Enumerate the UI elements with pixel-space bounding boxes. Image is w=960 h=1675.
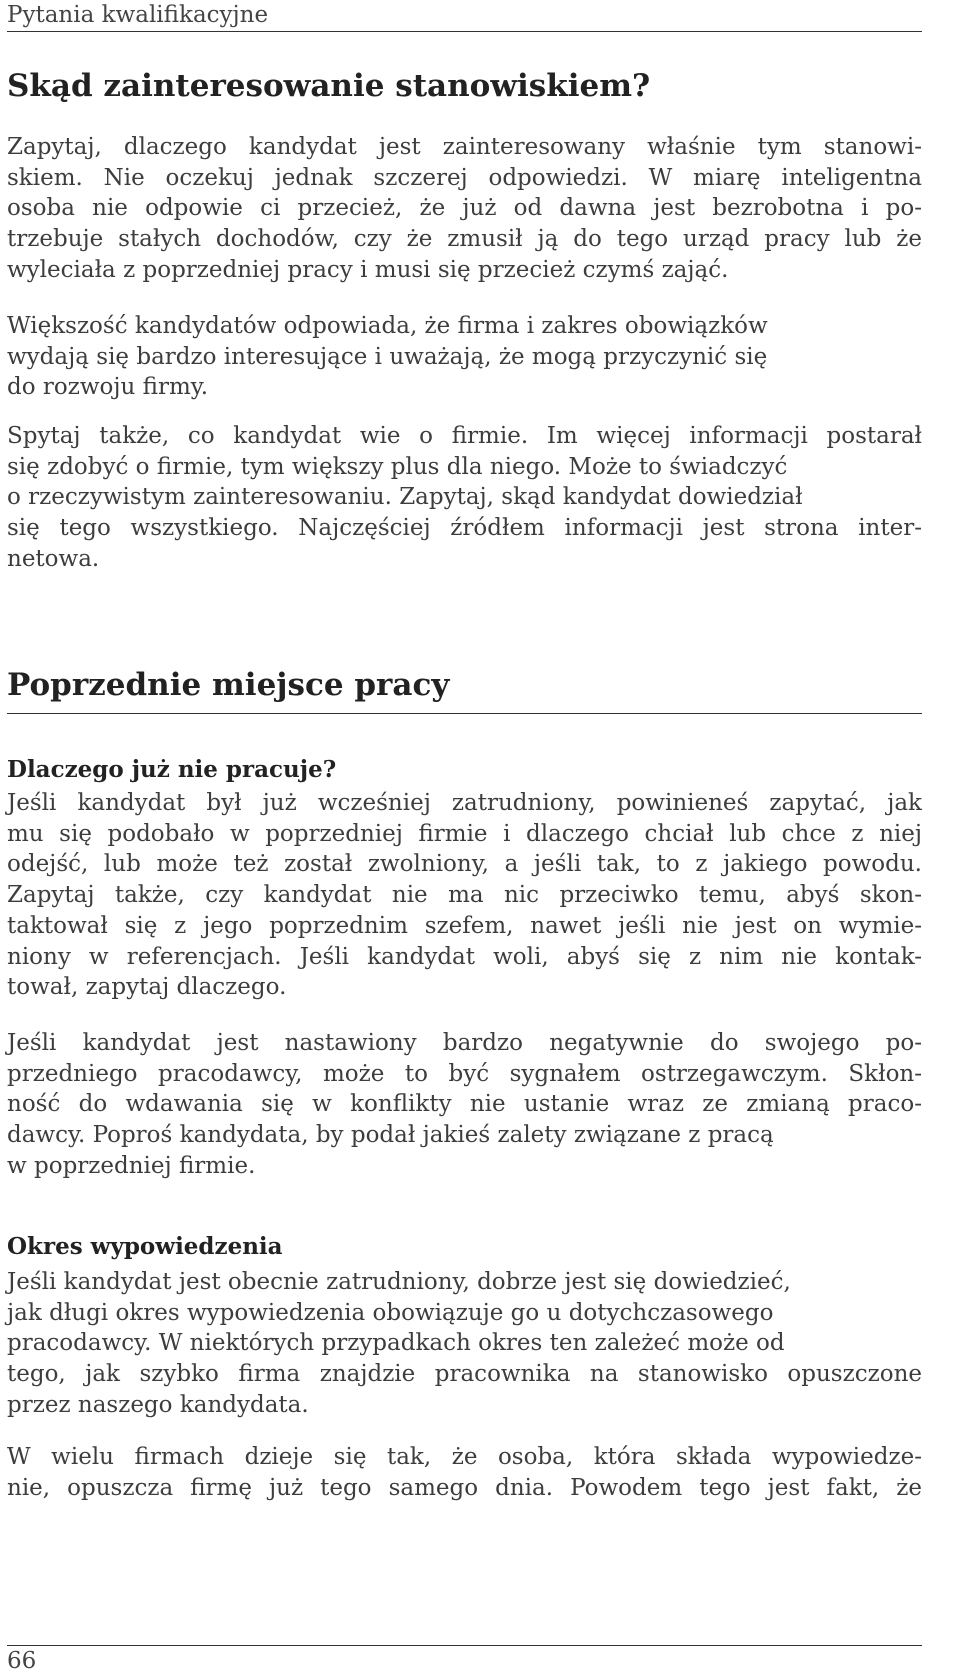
text-line: do rozwoju firmy. xyxy=(7,374,209,401)
text-line: się tego wszystkiego. Najczęściej źródłem informacji jest strona inter- xyxy=(7,515,922,542)
text-line: odejść, lub może też został zwolniony, a jeśli tak, to z jakiego powodu. xyxy=(7,851,922,878)
paragraph xyxy=(7,1267,922,1421)
paragraph xyxy=(7,132,922,286)
subsection-title: Okres wypowiedzenia xyxy=(7,1233,283,1260)
text-line: netowa. xyxy=(7,545,100,572)
text-line: Większość kandydatów odpowiada, że firma i zakres obowiązków xyxy=(7,313,768,339)
section-title: Poprzednie miejsce pracy xyxy=(7,667,450,703)
text-line: Jeśli kandydat jest obecnie zatrudniony, dobrze jest się dowiedzieć, xyxy=(7,1269,791,1295)
text-line: trzebuje stałych dochodów, czy że zmusił ją do tego urząd pracy lub że xyxy=(7,226,922,253)
text-line: mu się podobało w poprzedniej firmie i dlaczego chciał lub chce z niej xyxy=(7,820,922,847)
text-line: Jeśli kandydat był już wcześniej zatrudniony, powinieneś zapytać, jak xyxy=(7,790,922,816)
text-line: tego, jak szybko firma znajdzie pracownika na stanowisko opuszczone xyxy=(7,1361,922,1388)
text-line: o rzeczywistym zainteresowaniu. Zapytaj, skąd kandydat dowiedział xyxy=(7,484,803,511)
paragraph xyxy=(7,311,922,403)
text-line: nie, opuszcza firmę już tego samego dnia. Powodem tego jest fakt, że xyxy=(7,1474,922,1501)
running-head-rule xyxy=(7,31,922,32)
text-line: tował, zapytaj dlaczego. xyxy=(7,974,287,1001)
text-line: przez naszego kandydata. xyxy=(7,1391,309,1418)
text-line: dawcy. Poproś kandydata, by podał jakieś zalety związane z pracą xyxy=(7,1122,774,1149)
section-title: Skąd zainteresowanie stanowiskiem? xyxy=(7,68,651,104)
footer-rule xyxy=(7,1645,922,1646)
section-rule xyxy=(7,713,922,714)
running-head: Pytania kwalifikacyjne xyxy=(7,2,269,28)
text-line: W wielu firmach dzieje się tak, że osoba, która składa wypowiedze- xyxy=(7,1444,922,1470)
text-line: przedniego pracodawcy, może to być sygnałem ostrzegawczym. Skłon- xyxy=(7,1060,922,1087)
text-line: w poprzedniej firmie. xyxy=(7,1152,256,1179)
text-line: wydają się bardzo interesujące i uważają, że mogą przyczynić się xyxy=(7,343,768,370)
text-line: Jeśli kandydat jest nastawiony bardzo negatywnie do swojego po- xyxy=(7,1030,922,1056)
text-line: się zdobyć o firmie, tym większy plus dla niego. Może to świadczyć xyxy=(7,453,788,480)
text-line: osoba nie odpowie ci przecież, że już od dawna jest bezrobotna i po- xyxy=(7,195,922,222)
text-line: pracodawcy. W niektórych przypadkach okres ten zależeć może od xyxy=(7,1330,785,1357)
paragraph xyxy=(7,1028,922,1182)
text-line: taktował się z jego poprzednim szefem, nawet jeśli nie jest on wymie- xyxy=(7,912,922,939)
text-line: wyleciała z poprzedniej pracy i musi się przecież czymś zająć. xyxy=(7,256,729,283)
text-line: Zapytaj także, czy kandydat nie ma nic przeciwko temu, abyś skon- xyxy=(7,882,922,909)
text-line: Spytaj także, co kandydat wie o firmie. Im więcej informacji postarał xyxy=(7,423,922,449)
paragraph xyxy=(7,788,922,1003)
text-line: skiem. Nie oczekuj jednak szczerej odpowiedzi. W miarę inteligentna xyxy=(7,164,922,191)
text-line: niony w referencjach. Jeśli kandydat woli, abyś się z nim nie kontak- xyxy=(7,943,922,970)
text-line: ność do wdawania się w konflikty nie ustanie wraz ze zmianą praco- xyxy=(7,1091,922,1118)
subsection-title: Dlaczego już nie pracuje? xyxy=(7,756,337,783)
paragraph xyxy=(7,421,922,575)
text-line: Zapytaj, dlaczego kandydat jest zainteresowany właśnie tym stanowi- xyxy=(7,134,922,160)
page-number: 66 xyxy=(7,1648,37,1674)
text-line: jak długi okres wypowiedzenia obowiązuje go u dotychczasowego xyxy=(7,1299,774,1326)
paragraph xyxy=(7,1442,922,1503)
